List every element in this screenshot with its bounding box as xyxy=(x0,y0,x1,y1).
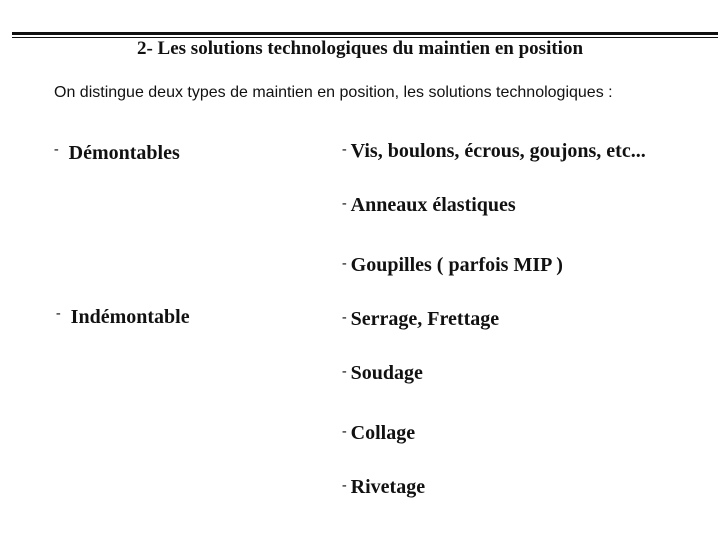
bullet-dash: - xyxy=(342,142,347,157)
bullet-dash: - xyxy=(342,256,347,271)
list-item xyxy=(342,194,516,217)
bullet-dash: - xyxy=(54,142,59,157)
bullet-dash: - xyxy=(342,310,347,325)
intro-text: On distingue deux types de maintien en position, les solutions technologiques : xyxy=(54,84,613,101)
list-item xyxy=(342,140,646,163)
category-indemontable xyxy=(56,306,190,329)
category-label: Indémontable xyxy=(70,306,190,328)
list-item xyxy=(342,308,499,331)
list-item xyxy=(342,476,425,499)
category-demontables xyxy=(54,142,180,165)
list-item-label: Anneaux élastiques xyxy=(350,194,516,216)
list-item-label: Serrage, Frettage xyxy=(350,308,500,330)
list-item xyxy=(342,422,415,445)
list-item-label: Collage xyxy=(350,422,416,444)
list-item-label: Soudage xyxy=(350,362,423,384)
page-title: 2- Les solutions technologiques du maintien en position xyxy=(136,38,584,59)
bullet-dash: - xyxy=(342,424,347,439)
bullet-dash: - xyxy=(342,196,347,211)
bullet-dash: - xyxy=(56,306,61,321)
category-label: Démontables xyxy=(68,142,180,164)
list-item xyxy=(342,254,563,277)
list-item-label: Vis, boulons, écrous, goujons, etc... xyxy=(350,140,646,162)
header-rule-thick xyxy=(12,32,718,35)
bullet-dash: - xyxy=(342,478,347,493)
list-item-label: Goupilles ( parfois MIP ) xyxy=(350,254,563,276)
list-item xyxy=(342,362,423,385)
bullet-dash: - xyxy=(342,364,347,379)
list-item-label: Rivetage xyxy=(350,476,426,498)
